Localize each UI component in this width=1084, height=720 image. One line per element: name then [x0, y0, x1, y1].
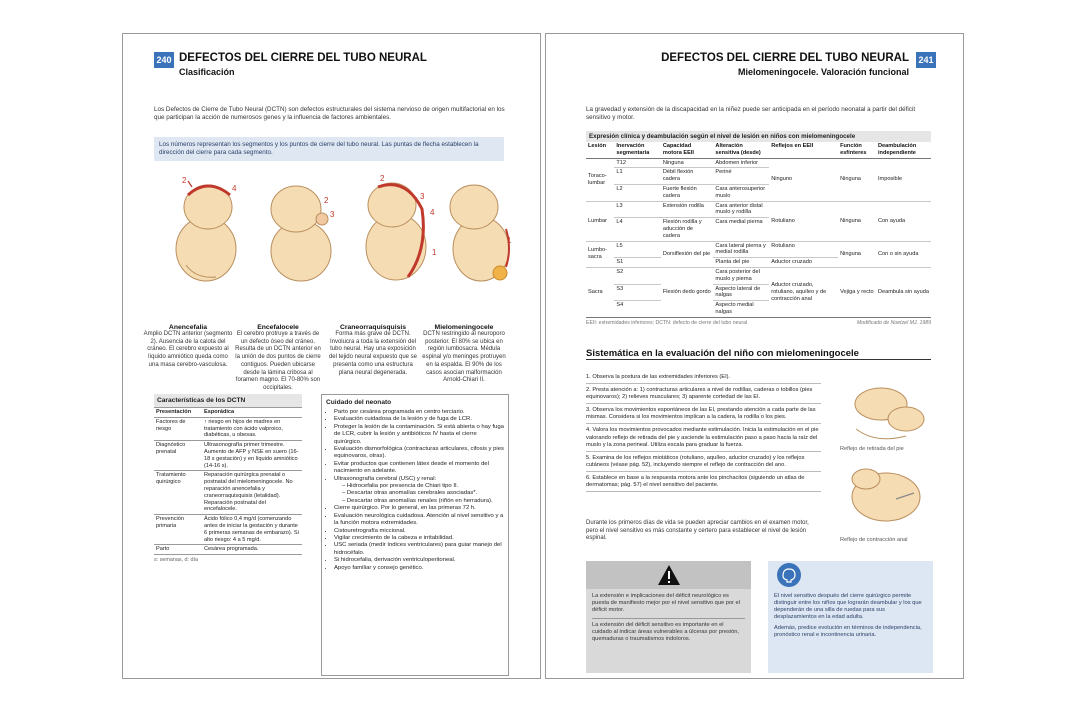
brain-icon: [776, 562, 802, 588]
cell-sensory: Cara anterior distal muslo y rodilla: [713, 201, 769, 218]
list-item: • Evaluación dismorfológica (contracturas articulares, cifosis y pies equinovaros, otras).: [334, 446, 504, 461]
foot-reflex-illustration: [836, 374, 936, 454]
list-item: • Evaluación neurológica cuidadosa. Atención al nivel sensitivo y a la función motora extremidades.: [334, 513, 504, 528]
row-label: Factores de riesgo: [154, 417, 202, 440]
figure-caption-craneorraquisquisis: [328, 324, 418, 377]
fetus-encefalocele: [271, 186, 335, 281]
cell-sensory: Aspecto lateral de nalgas: [713, 284, 769, 301]
table-row: [154, 441, 302, 471]
label-segment: 4: [232, 184, 237, 193]
cell-walk: Imposible: [876, 158, 931, 201]
row-label: Presentación: [154, 408, 202, 418]
list-item: 1. Observa la postura de las extremidades inferiores (EI).: [586, 374, 821, 384]
table-header-row: [586, 142, 931, 158]
cell-sphincter: Ninguna: [838, 201, 876, 241]
cell-motor: Débil flexión cadera: [661, 168, 714, 185]
table-row: [154, 417, 302, 440]
cell-motor: Flexión dedo gordo: [661, 267, 714, 316]
figure-description: DCTN restringido al neuroporo posterior. El 80% se ubica en región lumbosacra. Médula espinal y/o meninges protruyen en la espalda. El 90% de los casos asocian malformación Arnold-Chiari II.: [422, 331, 506, 384]
label-segment: 2: [182, 176, 187, 185]
row-value: Ultrasonografía primer trimestre. Aumento de AFP y NSE en suero (16-18 s gestación) y en líquido amniótico (14-16 s).: [202, 441, 302, 471]
closing-paragraph: Durante los primeros días de vida se pueden apreciar cambios en el examen motor, pero el nivel sensitivo es más constante y certero para establecer el nivel de lesión espinal.: [586, 520, 809, 542]
row-label: Parto: [154, 545, 202, 554]
left-page: [122, 33, 541, 679]
cell-reflex: Aductor cruzado: [769, 258, 838, 268]
cell-sensory: Cara anterosuperior muslo: [713, 184, 769, 201]
warning-icon: [657, 564, 681, 586]
note-box: Los números representan los segmentos y los puntos de cierre del tubo neural. Las puntas de flecha establecen la dirección del cierre para cada segmento.: [154, 137, 504, 161]
newborn-care-title: Cuidado del neonato: [326, 399, 392, 406]
figure-name: Encefalocele: [257, 324, 299, 331]
cell-motor: Ninguna: [661, 158, 714, 168]
warning-box: [586, 561, 751, 673]
cell-segment: S3: [614, 284, 660, 301]
cell-segment: S4: [614, 301, 660, 317]
table-row: [586, 267, 931, 284]
list-item: 6. Establece en base a la respuesta motora ante los pinchacitos (siguiendo un atlas de dermatomas; pág. 57) el nivel sensitivo del paciente.: [586, 475, 821, 492]
table-row: [154, 545, 302, 554]
info-paragraph: Además, predice evolución en términos de independencia, pronóstico renal e incontinencia urinaria.: [774, 625, 922, 639]
list-item: • USC seriada (medir índices ventriculares) para guiar manejo del hidrocéfalo.: [334, 542, 504, 557]
cell-sensory: Cara posterior del muslo y pierna: [713, 267, 769, 284]
cell-segment: L2: [614, 184, 660, 201]
functional-table: [586, 131, 931, 326]
cell-segment: L4: [614, 218, 660, 241]
table-title: Expresión clínica y deambulación según el nivel de lesión en niños con mielomeningocele: [586, 131, 931, 142]
cell-lesion: Lumbo-sacra: [586, 241, 614, 267]
cell-segment: L1: [614, 168, 660, 185]
list-item: • Si hidrocefalia, derivación ventriculoperitoneal.: [334, 557, 504, 564]
label-segment: 4: [430, 208, 435, 217]
list-item: • Cierre quirúrgico. Por lo general, en las primeras 72 h.: [334, 505, 504, 512]
newborn-care-box: [321, 394, 509, 676]
warning-paragraph: La extensión e implicaciones del déficit neurológico es puesta de manifiesto mejor por el nivel sensitivo que por el déficit motor.: [592, 593, 740, 614]
column-header: Función esfínteres: [838, 142, 876, 158]
figure-caption: Reflejo de retirada del pie: [840, 446, 904, 452]
column-header: Deambulación independiente: [876, 142, 931, 158]
cell-sphincter: Ninguna: [838, 241, 876, 267]
column-header: Inervación segmentaria: [614, 142, 660, 158]
list-item: 5. Examina de los reflejos miotáticos (rotuliano, aquíleo, aductor cruzado) y los reflejos cutáneos (véase pág. 52), incluyendo siempre el reflejo de contracción del ano.: [586, 455, 821, 472]
page-title: DEFECTOS DEL CIERRE DEL TUBO NEURAL: [661, 52, 909, 64]
cell-sensory: Planta del pie: [713, 258, 769, 268]
cell-sensory: Aspecto medial nalgas: [713, 301, 769, 317]
table-row: [154, 515, 302, 545]
row-value: Reparación quirúrgica prenatal o postnatal del mielomeningocele. No reparación anencefalia y craneorraquisquisis (letalidad). Reparación postnatal del encefalocele.: [202, 471, 302, 515]
row-value: Cesárea programada.: [202, 545, 302, 554]
list-item: • Apoyo familiar y consejo genético.: [334, 565, 504, 572]
characteristics-rows: [154, 407, 302, 554]
column-header: Alteración sensitiva (desde): [713, 142, 769, 158]
figure-name: Craneorraquisquisis: [339, 324, 407, 331]
label-segment: 2: [380, 174, 385, 183]
info-paragraph: El nivel sensitivo después del cierre quirúrgico permite distinguir entre los niños que lograrán deambular y los que dependerán de una silla de ruedas para sus desplazamientos en la edad adulta.: [774, 593, 922, 621]
cell-walk: Con ayuda: [876, 201, 931, 241]
label-segment: 2: [324, 196, 329, 205]
cell-sensory: Cara lateral pierna y medial rodilla: [713, 241, 769, 258]
label-segment: 1: [432, 248, 437, 257]
cell-motor: Fuerte flexión cadera: [661, 184, 714, 201]
fetus-mielomeningocele: [450, 185, 512, 281]
cell-lesion: Toraco-lumbar: [586, 158, 614, 201]
table-row: [154, 471, 302, 515]
fetus-anencefalia: [176, 176, 237, 281]
list-item: • Evaluación cuidadosa de la lesión y de fuga de LCR.: [334, 416, 504, 423]
cell-segment: S1: [614, 258, 660, 268]
cell-segment: T12: [614, 158, 660, 168]
figure-description: El cerebro protruye a través de un defecto óseo del cráneo. Resulta de un DCTN anterior en la unión de dos puntos de cierre contiguos. Pueden ubicarse desde la lámina cribosa al foramen magno. El 70-80% son occipitales.: [235, 331, 321, 391]
label-segment: 3: [330, 210, 335, 219]
figure-description: Amplio DCTN anterior (segmento 2). Ausencia de la calota del cráneo. El cerebro expuesto al líquido amniótico queda como una masa cerebro-vasculosa.: [143, 331, 233, 368]
table-row: [586, 241, 931, 258]
row-label: Diagnóstico prenatal: [154, 441, 202, 471]
list-item: • Cistouretrografía miccional.: [334, 528, 504, 535]
list-item-text: Ultrasonografía cerebral (USC) y renal:: [334, 475, 437, 482]
fetus-figures: [156, 169, 512, 289]
list-item: 2. Presta atención a: 1) contracturas articulares a nivel de rodillas, caderas o tobillos (pies equinovaros); 2) relieves musculares; 3) aparente cortedad de las EI.: [586, 387, 821, 404]
figure-description: Forma más grave de DCTN. Involucra a toda la extensión del tubo neural. Hay una exposición del tejido neural expuesto que se presenta como una estructura plana neural degenerada.: [328, 331, 418, 376]
table-footnote: s: semanas, d: día: [154, 554, 302, 563]
cell-walk: Con o sin ayuda: [876, 241, 931, 267]
row-label: Tratamiento quirúrgico: [154, 471, 202, 515]
newborn-care-list: [326, 409, 504, 572]
cell-reflex: Ninguno: [769, 158, 838, 201]
row-value: ↑ riesgo en hijos de madres en tratamiento con ácido valproico, diabéticas, u obesas.: [202, 417, 302, 440]
page-number: 241: [916, 52, 936, 68]
table-source: Modificado de Noetzel MJ. 1989: [856, 319, 931, 326]
warning-header: [586, 561, 751, 589]
sub-list-item: – Descartar otras anomalías renales (riñón en herradura).: [342, 497, 493, 504]
section-heading: Sistemática en la evaluación del niño con mielomeningocele: [586, 348, 931, 360]
list-item: 3. Observa los movimientos espontáneos de las EI, prestando atención a cada parte de las mismas. Considera si los movimientos implican a la cadera, la rodilla o los pies.: [586, 407, 821, 424]
cell-sensory: Cara medial pierna: [713, 218, 769, 241]
info-text: [768, 589, 933, 644]
anal-reflex-illustration: [836, 459, 936, 539]
cell-reflex: Aductor cruzado, rotuliano, aquíleo y de contracción anal: [769, 267, 838, 316]
table-footer: [586, 317, 931, 326]
steps-list: [586, 374, 821, 492]
list-item: 4. Valora los movimientos provocados mediante estimulación. Inicia la estimulación en el pie valorando reflejo de retirada del pie y asciende la estimulación paso a paso hacia la raíz del muslo y la zona perineal. Utiliza escala para graduar la fuerza.: [586, 427, 821, 451]
warning-paragraph: La extensión del déficit sensitivo es importante en el cuidado al indicar áreas vulnerables a úlceras por presión, quemaduras o traumatismos indoloros.: [592, 618, 745, 643]
label-segment: 3: [420, 192, 425, 201]
cell-segment: L3: [614, 201, 660, 218]
cell-lesion: Lumbar: [586, 201, 614, 241]
column-header: Lesión: [586, 142, 614, 158]
characteristics-title: Características de los DCTN: [154, 394, 302, 407]
sub-list: [334, 483, 504, 505]
fetus-craneorraquisquisis: [366, 174, 437, 280]
cell-sphincter: Ninguna: [838, 158, 876, 201]
list-item: • Vigilar crecimiento de la cabeza e irritabilidad.: [334, 535, 504, 542]
cell-sphincter: Vejiga y recto: [838, 267, 876, 316]
row-value: Esporádica: [202, 408, 302, 418]
cell-reflex: Rotuliano: [769, 241, 838, 258]
right-page: [545, 33, 964, 679]
cell-walk: Deambula sin ayuda: [876, 267, 931, 316]
characteristics-table: [154, 394, 302, 563]
cell-motor: Flexión rodilla y aducción de cadera: [661, 218, 714, 241]
intro-paragraph: Los Defectos de Cierre de Tubo Neural (DCTN) son defectos estructurales del sistema nervioso de origen multifactorial en los que participan la acción de numerosos genes y la influencia de factores ambientales.: [154, 106, 505, 122]
list-item: • Parto por cesárea programada en centro terciario.: [334, 409, 504, 416]
column-header: Reflejos en EEII: [769, 142, 838, 158]
cell-sensory: Periné: [713, 168, 769, 185]
cell-motor: Dorsiflexión del pie: [661, 241, 714, 267]
intro-paragraph: La gravedad y extensión de la discapacidad en la niñez puede ser anticipada en el período neonatal a partir del déficit sensitivo y motor.: [586, 106, 916, 122]
list-item: [334, 476, 504, 506]
table-row: [586, 158, 931, 168]
cell-lesion: Sacra: [586, 267, 614, 316]
page-subtitle: Mielomeningocele. Valoración funcional: [737, 67, 909, 77]
cell-segment: L5: [614, 241, 660, 258]
column-header: Capacidad motora EEII: [661, 142, 714, 158]
functional-table-grid: [586, 142, 931, 317]
cell-motor: Extensión rodilla: [661, 201, 714, 218]
table-row: [586, 201, 931, 218]
info-box: [768, 561, 933, 673]
page-number: 240: [154, 52, 174, 68]
figure-name: Anencefalia: [168, 324, 208, 331]
eval-steps: [586, 374, 821, 495]
figure-caption-mielomeningocele: [419, 324, 509, 385]
warning-text: [586, 589, 751, 648]
list-item: • Evitar productos que contienen látex desde el momento del nacimiento en adelante.: [334, 461, 504, 476]
cell-segment: S2: [614, 267, 660, 284]
sub-list-item: – Descartar otras anomalías cerebrales asociadas*.: [342, 490, 478, 497]
sub-list-item: – Hidrocefalia por presencia de Chiari tipo II.: [342, 483, 459, 490]
row-value: Ácido fólico 0,4 mg/d (comenzando antes de iniciar la gestación y durante 6 primeras semanas de embarazo). Si alto riesgo: 4 a 5 mg/d.: [202, 515, 302, 545]
row-label: Prevención primaria: [154, 515, 202, 545]
cell-reflex: Rotuliano: [769, 201, 838, 241]
figure-name: Mielomeningocele: [434, 324, 494, 331]
page-title: DEFECTOS DEL CIERRE DEL TUBO NEURAL: [179, 52, 427, 64]
table-row: [154, 408, 302, 418]
list-item: • Proteger la lesión de la contaminación. Si está abierta o hay fuga de LCR, cubrir la lesión y antibióticos IV hasta el cierre quirúrgico.: [334, 424, 504, 446]
label-segment: 1: [507, 236, 512, 245]
cell-sensory: Abdomen inferior: [713, 158, 769, 168]
table-footnote: EEII: extremidades inferiores; DCTN: defecto de cierre del tubo neural: [586, 319, 748, 326]
figure-caption-anencefalia: [143, 324, 233, 370]
figure-caption: Reflejo de contracción anal: [840, 537, 908, 543]
figure-caption-encefalocele: [233, 324, 323, 393]
info-header: [768, 561, 933, 589]
page-subtitle: Clasificación: [179, 67, 235, 77]
